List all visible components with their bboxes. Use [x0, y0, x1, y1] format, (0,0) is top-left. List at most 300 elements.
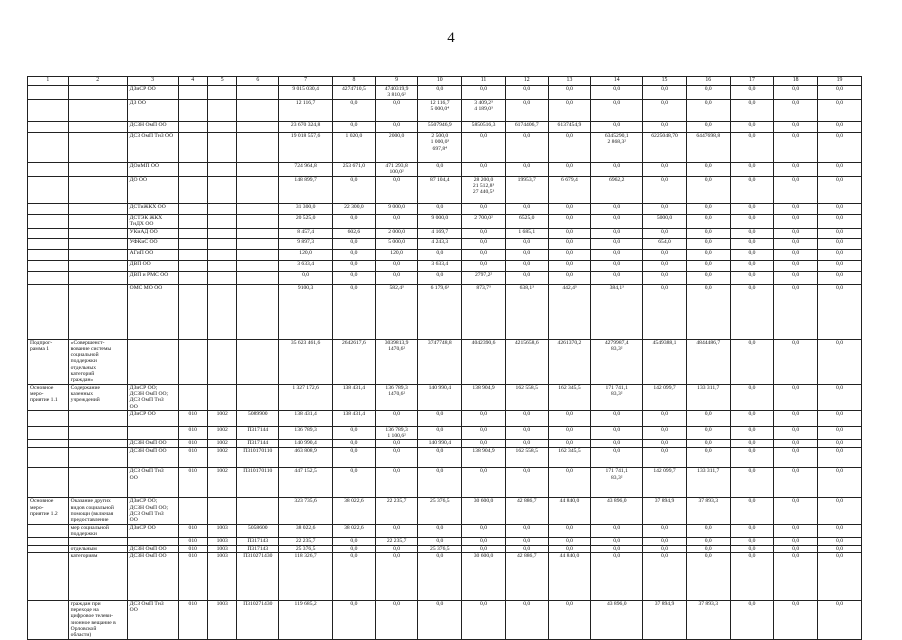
table-cell-col-15: 0,0: [643, 284, 687, 339]
table-cell-col-7: 3 633,4: [279, 260, 333, 271]
table-cell-col-11: 0,0: [462, 203, 506, 214]
table-cell-col-12: 0,0: [505, 524, 548, 538]
table-cell-col-12: 0,0: [505, 238, 548, 249]
table-cell-col-2: [68, 498, 127, 524]
cell-line: 6345290,1: [604, 133, 629, 139]
table-cell-col-18: 0,0: [774, 238, 818, 249]
table-row: [28, 410, 862, 426]
table-cell-col-7: 9100,3: [279, 284, 333, 339]
table-row: [28, 538, 862, 545]
table-cell-col-3: ДСЗН ОмП ОО: [127, 448, 178, 468]
table-row: [28, 284, 862, 339]
table-cell-col-5: [207, 384, 236, 410]
table-cell-col-7: 118 326,7: [279, 552, 333, 600]
table-cell-col-3: ДСЗН ОмП ОО: [127, 545, 178, 552]
table-cell-col-13: 0,0: [548, 410, 591, 426]
table-cell-col-12: 0,0: [505, 468, 548, 498]
table-cell-col-18: 0,0: [774, 410, 818, 426]
table-cell-col-5: [207, 163, 236, 177]
table-cell-col-16: 0,0: [686, 552, 730, 600]
table-row: [28, 203, 862, 214]
table-cell-col-17: 0,0: [730, 448, 774, 468]
table-cell-col-15: 6225048,70: [643, 133, 687, 163]
cell-line: меро-: [30, 504, 44, 511]
cell-line: 83,3²: [610, 474, 623, 481]
table-cell-col-16: 0,0: [686, 448, 730, 468]
table-cell-col-17: 0,0: [730, 410, 774, 426]
table-cell-col-19: 0,0: [818, 552, 862, 600]
table-cell-col-10: 6 179,6³: [418, 284, 462, 339]
table-cell-col-8: 0,0: [333, 214, 376, 228]
table-cell-col-10: 0,0: [418, 271, 462, 284]
cell-line: ДСЗ ОмП ТнЗ: [129, 468, 164, 475]
table-cell-col-5: 1002: [207, 468, 236, 498]
table-cell-col-18: 0,0: [774, 284, 818, 339]
table-cell-col-13: 0,0: [548, 468, 591, 498]
table-cell-col-1: [28, 86, 69, 100]
table-cell-col-16: 133 311,7: [686, 384, 730, 410]
table-cell-col-4: [178, 238, 207, 249]
table-row: [28, 498, 862, 524]
table-cell-col-11: 5850516,3: [462, 122, 506, 133]
table-cell-col-1: [28, 448, 69, 468]
table-cell-col-7: 323 735,6: [279, 498, 333, 524]
table-cell-col-4: [178, 163, 207, 177]
cell-line: «Совершенст-: [70, 339, 105, 346]
cell-line: 2 500,0: [431, 133, 449, 139]
table-cell-col-12: 6174406,7: [505, 122, 548, 133]
table-cell-col-4: 010: [178, 468, 207, 498]
table-cell-col-10: 0,0: [418, 249, 462, 260]
cell-line: категорий: [70, 371, 95, 378]
table-cell-col-2: [68, 271, 127, 284]
table-cell-col-15: 654,0: [643, 238, 687, 249]
table-cell-col-9: 2000,0: [375, 133, 418, 163]
table-cell-col-8: 38 022,6: [333, 498, 376, 524]
table-row: [28, 545, 862, 552]
table-cell-col-3: ДЗиСР ОО: [127, 524, 178, 538]
table-cell-col-14: 0,0: [591, 440, 643, 448]
table-cell-col-4: 010: [178, 440, 207, 448]
column-header-15: 15: [643, 77, 687, 86]
table-cell-col-12: 0,0: [505, 133, 548, 163]
table-cell-col-15: 0,0: [643, 228, 687, 238]
table-cell-col-9: 9 000,0: [375, 203, 418, 214]
table-cell-col-3: ДОиМП ОО: [127, 163, 178, 177]
column-header-18: 18: [774, 77, 818, 86]
table-cell-col-14: 384,1³: [591, 284, 643, 339]
table-cell-col-13: 0,0: [548, 203, 591, 214]
table-cell-col-17: 0,0: [730, 214, 774, 228]
table-cell-col-13: 0,0: [548, 600, 591, 639]
table-cell-col-6: [237, 249, 279, 260]
table-cell-col-10: 0,0: [418, 468, 462, 498]
table-cell-col-19: 0,0: [818, 122, 862, 133]
table-cell-col-8: 0,0: [333, 100, 376, 122]
cell-line: 27 440,5³: [472, 189, 495, 196]
table-cell-col-19: 0,0: [818, 271, 862, 284]
cell-line: поддержки: [70, 530, 97, 537]
column-header-5: 5: [207, 77, 236, 86]
table-cell-col-13: 44 840,0: [548, 498, 591, 524]
column-header-6: 6: [237, 77, 279, 86]
table-cell-col-19: 0,0: [818, 86, 862, 100]
table-cell-col-12: 0,0: [505, 100, 548, 122]
table-cell-col-8: 0,0: [333, 538, 376, 545]
table-cell-col-10: 5507946,9: [418, 122, 462, 133]
table-cell-col-16: 0,0: [686, 524, 730, 538]
table-cell-col-18: 0,0: [774, 440, 818, 448]
table-cell-col-15: 5000,0: [643, 214, 687, 228]
table-cell-col-1: [28, 600, 69, 639]
table-cell-col-2: [68, 100, 127, 122]
table-cell-col-2: [68, 600, 127, 639]
table-row: [28, 100, 862, 122]
table-cell-col-3: [127, 339, 178, 384]
table-row: [28, 440, 862, 448]
table-row: [28, 133, 862, 163]
table-cell-col-14: 0,0: [591, 122, 643, 133]
cell-line: рамма 1: [30, 345, 49, 352]
cell-line: 1470,6²: [388, 345, 406, 352]
table-cell-col-6: П310170110: [237, 448, 279, 468]
table-cell-col-8: 0,0: [333, 260, 376, 271]
column-header-1: 1: [28, 77, 69, 86]
cell-line: 28 200,0: [473, 176, 494, 183]
table-cell-col-3: ДСЗН ОмП ОО: [127, 122, 178, 133]
table-cell-col-4: 010: [178, 538, 207, 545]
cell-line: ОО: [129, 517, 138, 524]
table-cell-col-9: 0,0: [375, 468, 418, 498]
table-cell-col-16: 0,0: [686, 176, 730, 203]
cell-line: 1 100,6²: [387, 433, 406, 440]
table-cell-col-6: П317143: [237, 538, 279, 545]
cell-line: мер социальной: [70, 524, 109, 531]
table-row: [28, 426, 862, 440]
table-cell-col-17: 0,0: [730, 384, 774, 410]
table-cell-col-14: 0,0: [591, 100, 643, 122]
table-cell-col-13: 0,0: [548, 133, 591, 163]
table-cell-col-16: 0,0: [686, 228, 730, 238]
table-cell-col-18: 0,0: [774, 552, 818, 600]
table-cell-col-14: 43 896,0: [591, 600, 643, 639]
table-cell-col-18: 0,0: [774, 468, 818, 498]
table-cell-col-5: 1003: [207, 524, 236, 538]
table-cell-col-6: П317144: [237, 440, 279, 448]
table-cell-col-1: [28, 524, 69, 538]
cell-line: меро-: [30, 390, 44, 397]
table-cell-col-12: 6525,0: [505, 214, 548, 228]
table-body: [28, 86, 862, 640]
cell-line: видов социальной: [70, 504, 114, 511]
table-cell-col-1: [28, 238, 69, 249]
table-cell-col-14: 0,0: [591, 545, 643, 552]
table-cell-col-9: 0,0: [375, 552, 418, 600]
table-cell-col-11: 0,0: [462, 545, 506, 552]
table-cell-col-11: 0,0: [462, 600, 506, 639]
table-cell-col-10: [418, 133, 462, 163]
table-cell-col-2: [68, 214, 127, 228]
table-cell-col-4: [178, 100, 207, 122]
table-cell-col-19: 0,0: [818, 238, 862, 249]
table-cell-col-16: 0,0: [686, 284, 730, 339]
table-cell-col-12: 162 558,5: [505, 448, 548, 468]
table-cell-col-4: [178, 228, 207, 238]
cell-line: приятие 1.2: [30, 511, 58, 518]
table-cell-col-11: 0,0: [462, 468, 506, 498]
table-cell-col-17: 0,0: [730, 545, 774, 552]
table-cell-col-9: 120,0: [375, 249, 418, 260]
column-header-12: 12: [505, 77, 548, 86]
table-cell-col-13: 0,0: [548, 163, 591, 177]
table-cell-col-1: [28, 100, 69, 122]
table-cell-col-9: 5 000,0: [375, 238, 418, 249]
table-cell-col-4: [178, 384, 207, 410]
table-cell-col-6: 5058600: [237, 524, 279, 538]
table-cell-col-3: УКиАД ОО: [127, 228, 178, 238]
table-cell-col-14: [591, 384, 643, 410]
table-cell-col-13: 0,0: [548, 271, 591, 284]
table-cell-col-19: 0,0: [818, 133, 862, 163]
table-cell-col-6: [237, 260, 279, 271]
table-cell-col-12: 0,0: [505, 426, 548, 440]
table-cell-col-11: 30 600,0: [462, 552, 506, 600]
cell-line: 5 000,0⁴: [430, 106, 450, 113]
table-cell-col-15: 0,0: [643, 545, 687, 552]
table-cell-col-4: [178, 176, 207, 203]
table-cell-col-3: ДСЗ ОмП ТнЗ ОО: [127, 133, 178, 163]
table-cell-col-2: [68, 410, 127, 426]
table-cell-col-18: 0,0: [774, 133, 818, 163]
table-cell-col-1: [28, 271, 69, 284]
table-row: [28, 552, 862, 600]
table-cell-col-3: [127, 384, 178, 410]
table-cell-col-15: 37 894,9: [643, 600, 687, 639]
cell-line: ДСЗН ОмП ОО;: [129, 390, 169, 397]
table-cell-col-16: 4844486,7: [686, 339, 730, 384]
table-cell-col-12: 0,0: [505, 271, 548, 284]
table-cell-col-18: 0,0: [774, 524, 818, 538]
table-cell-col-8: 0,0: [333, 238, 376, 249]
table-cell-col-2: [68, 238, 127, 249]
cell-line: ДЗиСР ОО;: [129, 384, 158, 391]
table-cell-col-9: 22 235,7: [375, 538, 418, 545]
table-cell-col-11: 30 600,0: [462, 498, 506, 524]
table-cell-col-10: 9 000,0: [418, 214, 462, 228]
table-cell-col-7: 463 808,9: [279, 448, 333, 468]
cell-line: Оказание других: [70, 498, 111, 505]
table-cell-col-8: 602,6: [333, 228, 376, 238]
table-cell-col-2: [68, 538, 127, 545]
table-cell-col-5: 1002: [207, 440, 236, 448]
table-cell-col-4: [178, 271, 207, 284]
table-cell-col-6: П310170110: [237, 468, 279, 498]
table-cell-col-9: 582,4³: [375, 284, 418, 339]
column-header-7: 7: [279, 77, 333, 86]
table-cell-col-17: 0,0: [730, 249, 774, 260]
table-cell-col-1: [28, 384, 69, 410]
table-row: [28, 176, 862, 203]
table-cell-col-2: [68, 339, 127, 384]
table-cell-col-11: 2 700,0²: [462, 214, 506, 228]
table-cell-col-3: ДЗ ОО: [127, 100, 178, 122]
table-cell-col-1: [28, 410, 69, 426]
table-cell-col-6: [237, 228, 279, 238]
table-cell-col-19: 0,0: [818, 203, 862, 214]
table-cell-col-15: 0,0: [643, 176, 687, 203]
table-cell-col-1: [28, 228, 69, 238]
table-cell-col-16: 0,0: [686, 271, 730, 284]
table-cell-col-8: 253 671,0: [333, 163, 376, 177]
table-cell-col-14: [591, 468, 643, 498]
table-cell-col-8: 2642617,6: [333, 339, 376, 384]
table-cell-col-7: 148 899,7: [279, 176, 333, 203]
table-cell-col-3: ДСЗН ОмП ОО: [127, 440, 178, 448]
table-cell-col-13: 0,0: [548, 538, 591, 545]
table-cell-col-16: 0,0: [686, 214, 730, 228]
table-cell-col-16: 37 893,3: [686, 600, 730, 639]
table-cell-col-9: [375, 163, 418, 177]
cell-line: области): [70, 632, 92, 639]
table-cell-col-16: 0,0: [686, 100, 730, 122]
table-cell-col-16: 133 311,7: [686, 468, 730, 498]
table-cell-col-13: 0,0: [548, 228, 591, 238]
cell-line: ОО: [129, 607, 138, 614]
table-cell-col-7: 12 116,7: [279, 100, 333, 122]
table-cell-col-13: 162 345,5: [548, 384, 591, 410]
table-cell-col-17: 0,0: [730, 538, 774, 545]
table-cell-col-9: 0,0: [375, 214, 418, 228]
cell-line: 3 810,6²: [387, 92, 406, 99]
table-cell-col-8: 0,0: [333, 552, 376, 600]
table-cell-col-9: 0,0: [375, 600, 418, 639]
table-cell-col-5: [207, 238, 236, 249]
table-cell-col-19: 0,0: [818, 498, 862, 524]
table-cell-col-12: 0,0: [505, 203, 548, 214]
table-cell-col-7: 8 457,4: [279, 228, 333, 238]
table-cell-col-17: 0,0: [730, 339, 774, 384]
table-cell-col-6: [237, 122, 279, 133]
table-cell-col-17: 0,0: [730, 271, 774, 284]
table-cell-col-5: [207, 133, 236, 163]
table-cell-col-3: ДВП и РМС ОО: [127, 271, 178, 284]
table-cell-col-16: 0,0: [686, 410, 730, 426]
table-cell-col-14: 0,0: [591, 86, 643, 100]
table-cell-col-13: 0,0: [548, 545, 591, 552]
table-cell-col-13: 44 840,0: [548, 552, 591, 600]
table-cell-col-7: 35 623 461,6: [279, 339, 333, 384]
table-cell-col-9: 0,0: [375, 410, 418, 426]
table-cell-col-8: 138 431,4: [333, 384, 376, 410]
table-cell-col-12: 42 886,7: [505, 498, 548, 524]
table-cell-col-16: 0,0: [686, 86, 730, 100]
table-cell-col-1: [28, 426, 69, 440]
table-cell-col-1: [28, 284, 69, 339]
cell-line: поддержки: [70, 358, 97, 365]
table-cell-col-1: [28, 133, 69, 163]
table-cell-col-8: 0,0: [333, 426, 376, 440]
table-cell-col-6: [237, 176, 279, 203]
table-cell-col-2: [68, 86, 127, 100]
table-cell-col-5: [207, 176, 236, 203]
table-cell-col-9: 0,0: [375, 176, 418, 203]
table-cell-col-13: 0,0: [548, 440, 591, 448]
table-cell-col-7: 23 670 324,8: [279, 122, 333, 133]
table-cell-col-15: 0,0: [643, 86, 687, 100]
table-cell-col-7: 31 300,0: [279, 203, 333, 214]
table-cell-col-15: 0,0: [643, 410, 687, 426]
table-cell-col-19: 0,0: [818, 249, 862, 260]
table-cell-col-12: 0,0: [505, 249, 548, 260]
table-cell-col-19: 0,0: [818, 284, 862, 339]
table-cell-col-19: 0,0: [818, 228, 862, 238]
table-cell-col-4: [178, 260, 207, 271]
table-cell-col-14: 0,0: [591, 249, 643, 260]
table-cell-col-11: [462, 176, 506, 203]
table-cell-col-7: 22 235,7: [279, 538, 333, 545]
table-cell-col-16: 0,0: [686, 538, 730, 545]
column-header-14: 14: [591, 77, 643, 86]
table-cell-col-18: 0,0: [774, 260, 818, 271]
table-cell-col-18: 0,0: [774, 100, 818, 122]
table-cell-col-7: 140 990,4: [279, 440, 333, 448]
cell-line: 3039813,9: [384, 339, 409, 346]
table-cell-col-14: 0,0: [591, 448, 643, 468]
table-cell-col-11: 0,0: [462, 163, 506, 177]
cell-line: 83,3²: [610, 345, 623, 352]
table-cell-col-2: [68, 426, 127, 440]
table-cell-col-5: 1003: [207, 600, 236, 639]
table-cell-col-11: 138 904,9: [462, 448, 506, 468]
page-number: 4: [447, 30, 455, 46]
table-cell-col-2: [68, 448, 127, 468]
table-cell-col-13: 442,4³: [548, 284, 591, 339]
table-cell-col-11: 138 904,9: [462, 384, 506, 410]
cell-line: 4 189,0³: [474, 106, 493, 113]
table-cell-col-7: 20 525,0: [279, 214, 333, 228]
cell-line: 100,0²: [389, 169, 404, 176]
table-cell-col-2: [68, 524, 127, 538]
table-cell-col-18: 0,0: [774, 228, 818, 238]
table-cell-col-5: 1002: [207, 448, 236, 468]
table-row: [28, 228, 862, 238]
table-cell-col-4: [178, 284, 207, 339]
table-cell-col-9: 2 000,0: [375, 228, 418, 238]
cell-line: ДСЗ ОмП ТнЗ: [129, 511, 164, 518]
table-cell-col-18: 0,0: [774, 214, 818, 228]
table-cell-col-16: 0,0: [686, 260, 730, 271]
table-cell-col-11: 0,0: [462, 260, 506, 271]
cell-line: 1470,6²: [388, 390, 406, 397]
table-cell-col-13: 0,0: [548, 214, 591, 228]
table-cell-col-19: 0,0: [818, 600, 862, 639]
table-cell-col-9: [375, 339, 418, 384]
table-cell-col-19: 0,0: [818, 410, 862, 426]
table-cell-col-5: [207, 260, 236, 271]
table-cell-col-17: 0,0: [730, 176, 774, 203]
table-cell-col-9: 0,0: [375, 271, 418, 284]
table-cell-col-2: [68, 249, 127, 260]
table-row: [28, 271, 862, 284]
table-row: [28, 448, 862, 468]
table-cell-col-3: АГиП ОО: [127, 249, 178, 260]
table-cell-col-15: 142 099,7: [643, 384, 687, 410]
table-cell-col-15: 0,0: [643, 524, 687, 538]
table-cell-col-14: 0,0: [591, 426, 643, 440]
table-cell-col-2: [68, 260, 127, 271]
table-cell-col-2: [68, 468, 127, 498]
table-cell-col-10: 140 990,4: [418, 440, 462, 448]
